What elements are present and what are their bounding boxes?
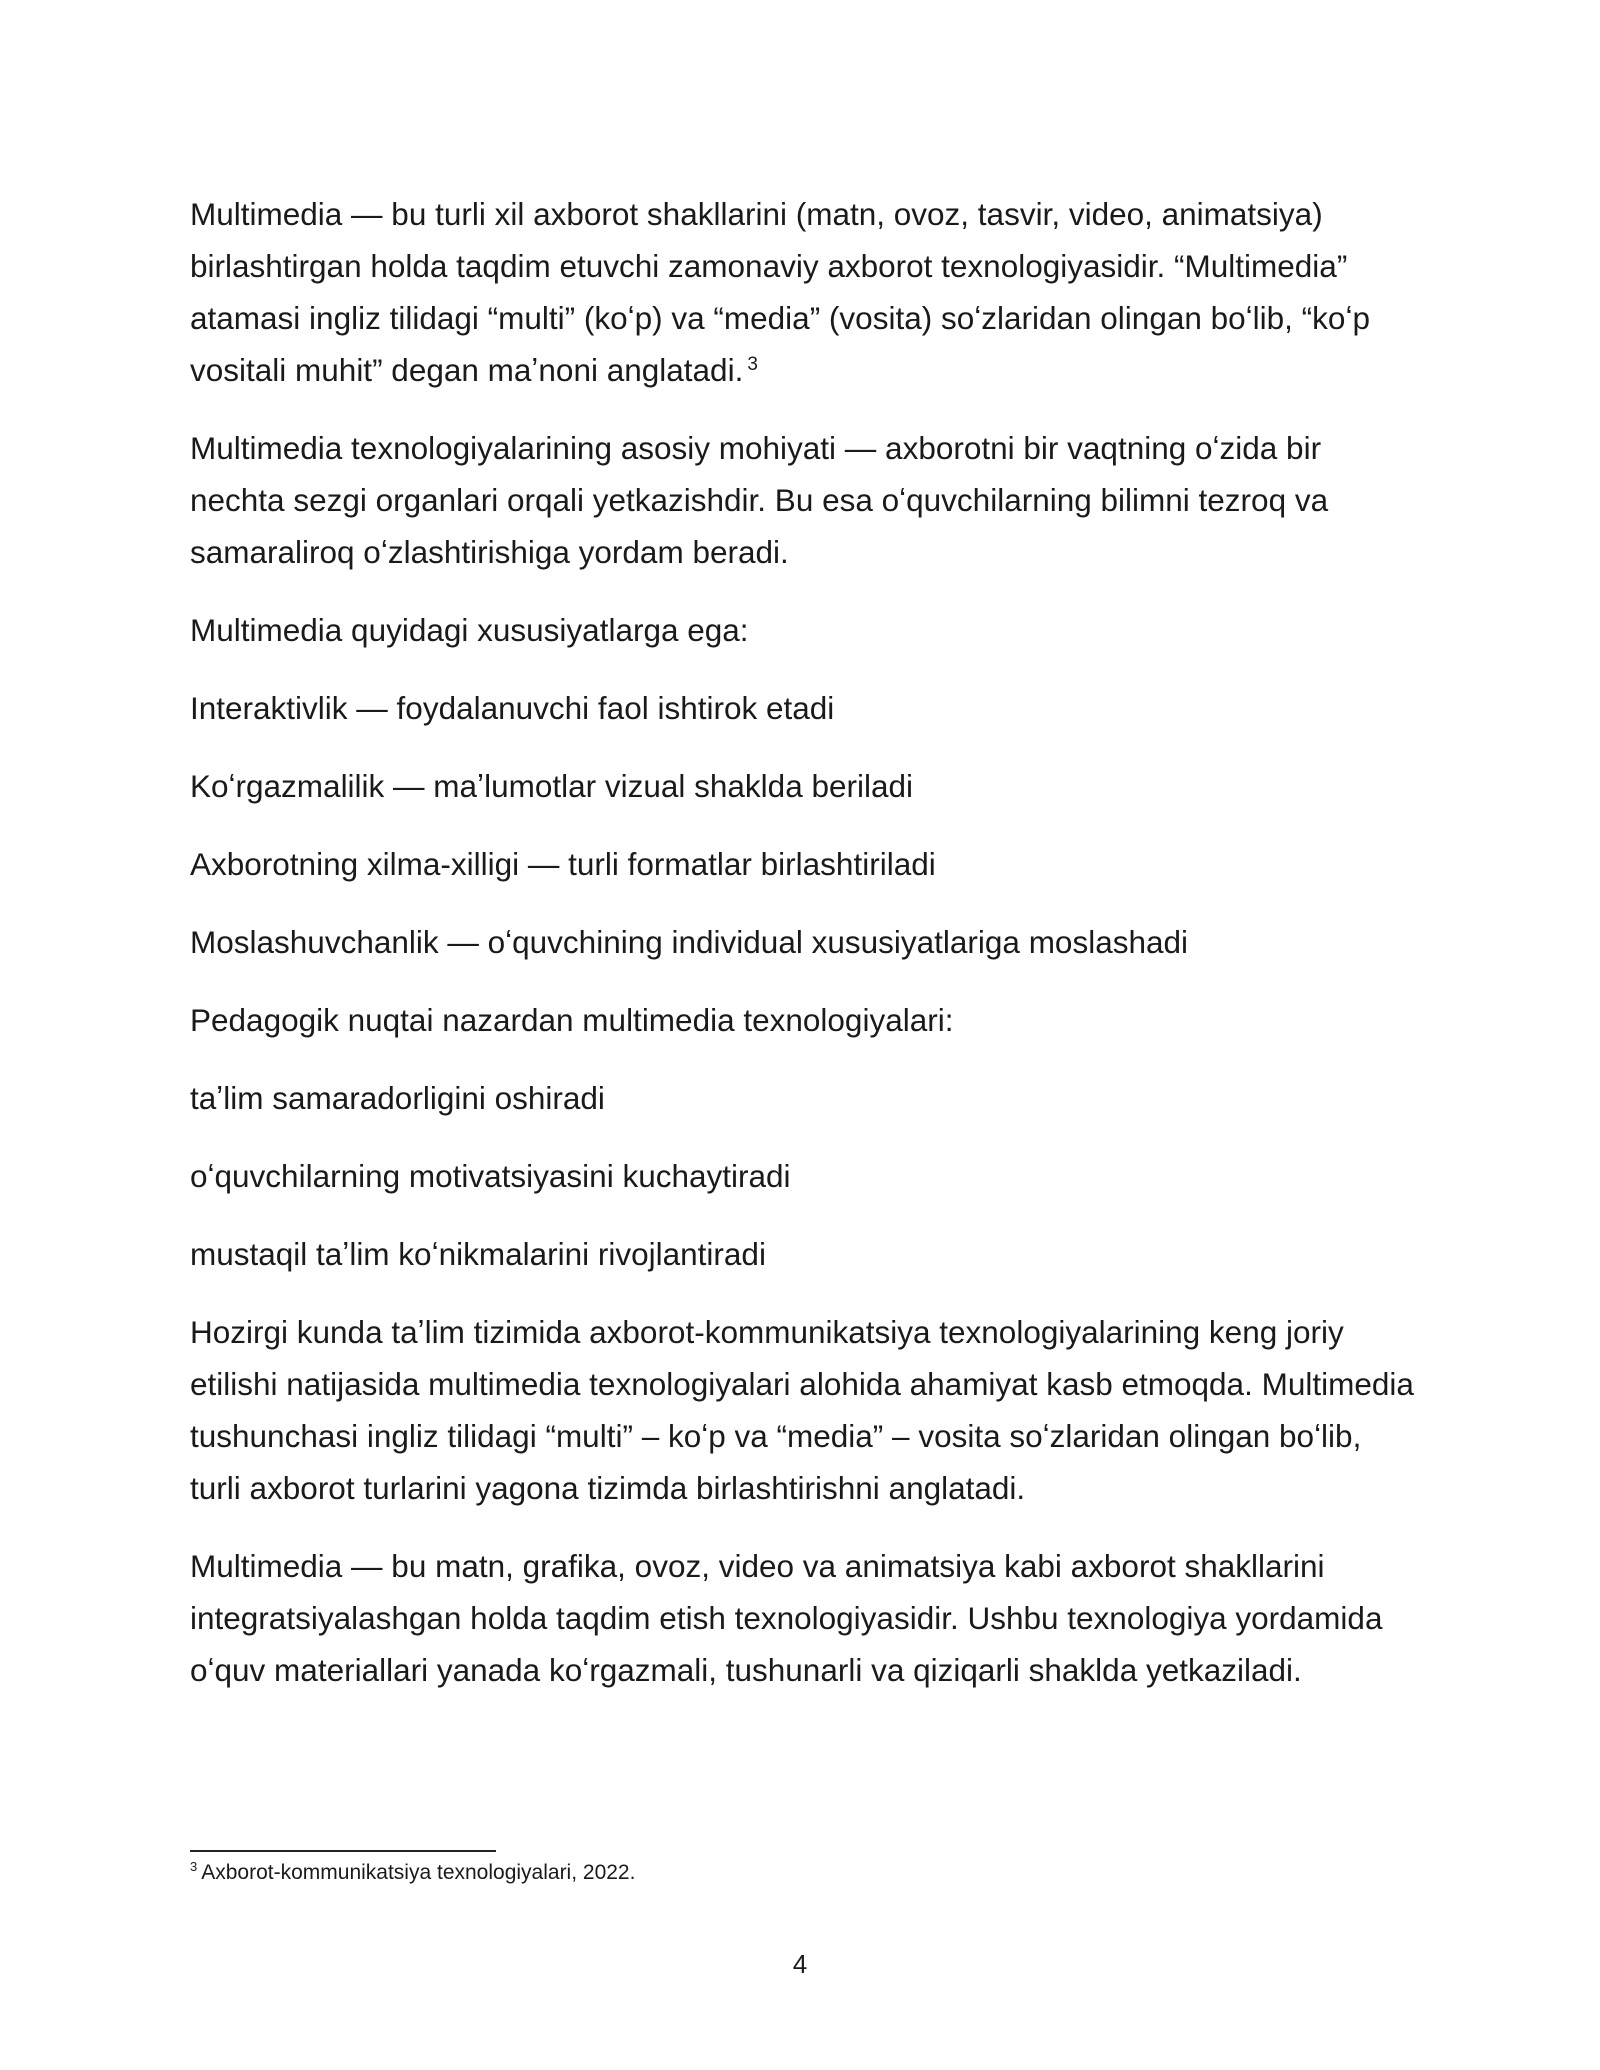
paragraph-pedagogical-intro: Pedagogik nuqtai nazardan multimedia texnologiyalari: [190,1002,954,1038]
feature-adaptability: Moslashuvchanlik — oʻquvchining individual xususiyatlariga moslashadi [190,924,1189,960]
footnote-reference: 3 [747,353,758,375]
pedagogical-effectiveness: taʼlim samaradorligini oshiradi [190,1080,605,1116]
paragraph-multimedia-integration: Multimedia — bu matn, grafika, ovoz, video va animatsiya kabi axborot shakllarini integratsiyalashgan holda taqdim etish texnologiyasidir. Ushbu texnologiya yordamida oʻquv materiallari yanada koʻrgazmali, tushunarli va qiziqarli shaklda yetkaziladi. [190,1548,1383,1688]
footnote-text: Axborot-kommunikatsiya texnologiyalari, 2022. [201,1861,636,1884]
footnote-number: 3 [190,1859,198,1874]
feature-variety: Axborotning xilma-xilligi — turli formatlar birlashtiriladi [190,846,936,882]
page-number: 4 [792,1949,808,1979]
footnote [190,1858,1290,1888]
feature-interactivity: Interaktivlik — foydalanuvchi faol ishtirok etadi [190,690,835,726]
document-body [190,188,1420,1722]
feature-visual: Koʻrgazmalilik — maʼlumotlar vizual shaklda beriladi [190,768,914,804]
paragraph-multimedia-definition [190,188,1420,396]
pedagogical-independent-learning: mustaqil taʼlim koʻnikmalarini rivojlantiradi [190,1236,766,1272]
paragraph-ict-importance: Hozirgi kunda taʼlim tizimida axborot-kommunikatsiya texnologiyalarining keng joriy etilishi natijasida multimedia texnologiyalari alohida ahamiyat kasb etmoqda. Multimedia tushunchasi ingliz tilidagi “multi” – koʻp va “media” – vosita soʻzlaridan olingan boʻlib, turli axborot turlarini yagona tizimda birlashtirishni anglatadi. [190,1314,1414,1506]
pedagogical-motivation: oʻquvchilarning motivatsiyasini kuchaytiradi [190,1158,791,1194]
paragraph-features-intro: Multimedia quyidagi xususiyatlarga ega: [190,612,749,648]
paragraph-multimedia-essence: Multimedia texnologiyalarining asosiy mohiyati — axborotni bir vaqtning oʻzida bir nechta sezgi organlari orqali yetkazishdir. Bu esa oʻquvchilarning bilimni tezroq va samaraliroq oʻzlashtirishiga yordam beradi. [190,430,1329,570]
paragraph-text: Multimedia — bu turli xil axborot shakllarini (matn, ovoz, tasvir, video, animatsiya) birlashtirgan holda taqdim etuvchi zamonaviy axborot texnologiyasidir. “Multimedia” atamasi ingliz tilidagi “multi” (koʻp) va “media” (vosita) soʻzlaridan olingan boʻlib, “koʻp vositali muhit” degan maʼnoni anglatadi. [190,196,1370,388]
footnote-separator [190,1850,496,1852]
